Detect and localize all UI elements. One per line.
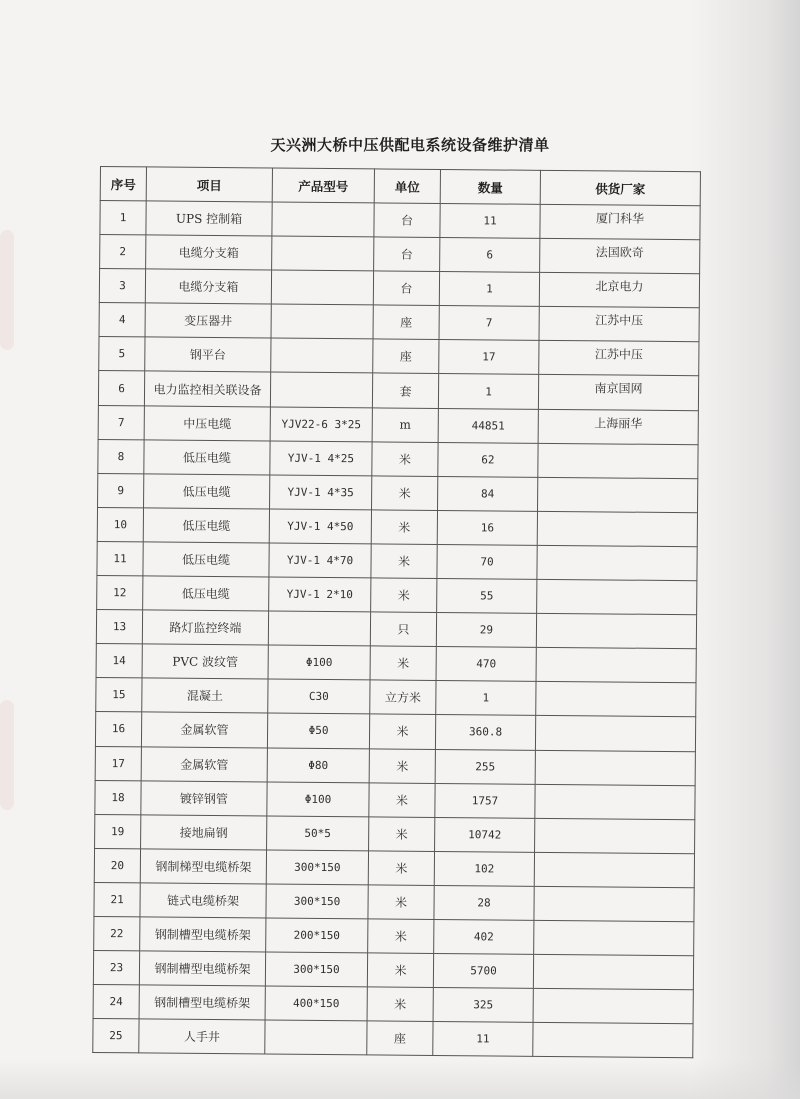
quantity-cell: 44851 (438, 408, 538, 443)
quantity-cell: 325 (433, 988, 533, 1023)
table-row (93, 1019, 693, 1058)
item-name-cell: 接地扁钢 (141, 815, 267, 850)
unit-cell: 米 (371, 510, 437, 545)
table-row (97, 576, 697, 615)
quantity-cell: 28 (434, 885, 534, 920)
row-number-cell: 20 (94, 848, 140, 882)
row-number-cell: 13 (96, 610, 142, 644)
product-model-cell: 50*5 (267, 816, 369, 851)
table-row (98, 473, 698, 512)
table-row (97, 541, 697, 580)
row-number-cell: 4 (99, 303, 145, 337)
product-model-cell (270, 372, 372, 407)
product-model-cell (271, 270, 373, 305)
unit-cell: 米 (367, 987, 433, 1022)
table-row (93, 985, 693, 1024)
item-name-cell: 链式电缆桥架 (140, 883, 266, 918)
table-row (95, 780, 695, 819)
quantity-cell: 1 (436, 681, 536, 716)
supplier-cell (536, 682, 696, 717)
item-name-cell: 中压电缆 (144, 405, 270, 440)
unit-cell: 台 (374, 203, 440, 238)
row-number-cell: 16 (95, 712, 141, 746)
unit-cell: 米 (372, 442, 438, 477)
table-row (99, 337, 699, 376)
quantity-cell: 70 (437, 544, 537, 579)
quantity-cell: 6 (440, 238, 540, 273)
table-row (98, 405, 698, 444)
product-model-cell (271, 338, 373, 373)
row-number-cell: 1 (100, 201, 146, 235)
supplier-cell (534, 886, 694, 921)
product-model-cell: YJV-1 4*50 (269, 509, 371, 544)
row-number-cell: 8 (98, 439, 144, 473)
supplier-cell (537, 579, 697, 614)
table-row (97, 507, 697, 546)
row-number-cell: 15 (96, 678, 142, 712)
product-model-cell: 300*150 (266, 884, 368, 919)
table-row (95, 814, 695, 853)
item-name-cell: PVC 波纹管 (142, 644, 268, 679)
supplier-cell (534, 920, 694, 955)
column-header-model: 产品型号 (272, 168, 374, 203)
column-header-no: 序号 (100, 167, 146, 201)
supplier-cell: 北京电力 (539, 273, 699, 308)
supplier-cell (537, 545, 697, 580)
row-number-cell: 12 (97, 576, 143, 610)
quantity-cell: 11 (433, 1022, 533, 1057)
item-name-cell: 低压电缆 (144, 440, 270, 475)
quantity-cell: 55 (437, 578, 537, 613)
row-number-cell: 7 (98, 405, 144, 439)
table-row (93, 951, 693, 990)
item-name-cell: 低压电缆 (143, 508, 269, 543)
supplier-cell: 江苏中压 (539, 307, 699, 342)
unit-cell: 座 (373, 339, 439, 374)
item-name-cell: 电缆分支箱 (145, 269, 271, 304)
table-row (100, 235, 700, 274)
supplier-cell: 南京国网 (538, 375, 698, 410)
unit-cell: 米 (369, 782, 435, 817)
item-name-cell: 钢制槽型电缆桥架 (139, 985, 265, 1020)
item-name-cell: 混凝土 (142, 678, 268, 713)
product-model-cell: C30 (268, 679, 370, 714)
product-model-cell: Φ80 (267, 747, 369, 782)
supplier-cell (538, 443, 698, 478)
item-name-cell: 钢制梯型电缆桥架 (140, 849, 266, 884)
supplier-cell (535, 750, 695, 785)
supplier-cell (534, 852, 694, 887)
unit-cell: 米 (370, 646, 436, 681)
column-header-supplier: 供货厂家 (540, 170, 700, 205)
ink-bleed-mark (0, 700, 14, 810)
row-number-cell: 17 (95, 746, 141, 780)
product-model-cell: YJV-1 2*10 (269, 577, 371, 612)
supplier-cell: 上海丽华 (538, 409, 698, 444)
product-model-cell: 300*150 (266, 850, 368, 885)
unit-cell: 米 (368, 885, 434, 920)
table-row (96, 678, 696, 717)
row-number-cell: 9 (98, 473, 144, 507)
quantity-cell: 7 (439, 306, 539, 341)
unit-cell: 座 (373, 305, 439, 340)
row-number-cell: 22 (94, 916, 140, 950)
table-body (93, 201, 700, 1059)
unit-cell: 米 (372, 476, 438, 511)
unit-cell: 米 (368, 919, 434, 954)
table-row (99, 303, 699, 342)
item-name-cell: 金属软管 (141, 746, 267, 781)
product-model-cell (272, 236, 374, 271)
unit-cell: 台 (374, 237, 440, 272)
quantity-cell: 1 (439, 272, 539, 307)
quantity-cell: 16 (437, 510, 537, 545)
product-model-cell (272, 202, 374, 237)
supplier-cell (535, 784, 695, 819)
row-number-cell: 10 (97, 507, 143, 541)
table-row (95, 712, 695, 751)
scan-shadow-bottom (0, 1059, 800, 1099)
table-row (100, 201, 700, 240)
unit-cell: 米 (371, 544, 437, 579)
quantity-cell: 360.8 (435, 715, 535, 750)
row-number-cell: 19 (95, 814, 141, 848)
supplier-cell: 江苏中压 (539, 341, 699, 376)
product-model-cell: 200*150 (266, 918, 368, 953)
quantity-cell: 10742 (435, 817, 535, 852)
document-title: 天兴洲大桥中压供配电系统设备维护清单 (270, 136, 550, 154)
table-header-row (100, 167, 700, 206)
row-number-cell: 25 (93, 1019, 139, 1053)
quantity-cell: 402 (434, 919, 534, 954)
item-name-cell: UPS 控制箱 (146, 201, 272, 236)
quantity-cell: 255 (435, 749, 535, 784)
supplier-cell: 法国欧奇 (540, 238, 700, 273)
item-name-cell: 电力监控相关联设备 (144, 371, 270, 406)
product-model-cell: Φ100 (268, 645, 370, 680)
supplier-cell (538, 477, 698, 512)
item-name-cell: 电缆分支箱 (146, 235, 272, 270)
unit-cell: m (372, 407, 438, 442)
product-model-cell: YJV-1 4*70 (269, 543, 371, 578)
quantity-cell: 470 (436, 647, 536, 682)
unit-cell: 套 (372, 373, 438, 408)
row-number-cell: 11 (97, 541, 143, 575)
supplier-cell: 厦门科华 (540, 204, 700, 239)
quantity-cell: 1 (438, 374, 538, 409)
table-row (95, 746, 695, 785)
row-number-cell: 21 (94, 882, 140, 916)
table-row (94, 916, 694, 955)
product-model-cell (271, 304, 373, 339)
table-row (98, 371, 698, 410)
product-model-cell: YJV22-6 3*25 (270, 407, 372, 442)
supplier-cell (535, 716, 695, 751)
quantity-cell: 84 (438, 476, 538, 511)
table-row (99, 269, 699, 308)
table-row (96, 610, 696, 649)
table-row (98, 439, 698, 478)
product-model-cell: Φ50 (267, 713, 369, 748)
table-row (94, 848, 694, 887)
ink-bleed-mark (0, 230, 14, 350)
row-number-cell: 24 (93, 985, 139, 1019)
unit-cell: 立方米 (370, 680, 436, 715)
unit-cell: 米 (369, 714, 435, 749)
item-name-cell: 钢制槽型电缆桥架 (139, 951, 265, 986)
column-header-item: 项目 (146, 167, 272, 202)
quantity-cell: 62 (438, 442, 538, 477)
unit-cell: 座 (367, 1021, 433, 1056)
table-row (96, 644, 696, 683)
quantity-cell: 11 (440, 203, 540, 238)
row-number-cell: 23 (93, 951, 139, 985)
unit-cell: 米 (371, 578, 437, 613)
column-header-quantity: 数量 (440, 169, 540, 204)
row-number-cell: 6 (98, 371, 144, 405)
supplier-cell (533, 954, 693, 989)
item-name-cell: 钢制槽型电缆桥架 (140, 917, 266, 952)
supplier-cell (533, 988, 693, 1023)
supplier-cell (536, 648, 696, 683)
supplier-cell (533, 1023, 693, 1058)
item-name-cell: 镀锌钢管 (141, 780, 267, 815)
quantity-cell: 1757 (435, 783, 535, 818)
equipment-table (92, 166, 701, 1059)
row-number-cell: 14 (96, 644, 142, 678)
product-model-cell: 300*150 (265, 952, 367, 987)
product-model-cell: YJV-1 4*25 (270, 441, 372, 476)
row-number-cell: 18 (95, 780, 141, 814)
item-name-cell: 人手井 (139, 1019, 265, 1054)
unit-cell: 只 (370, 612, 436, 647)
item-name-cell: 低压电缆 (143, 576, 269, 611)
unit-cell: 米 (367, 953, 433, 988)
column-header-unit: 单位 (374, 169, 440, 204)
item-name-cell: 低压电缆 (143, 542, 269, 577)
table-row (94, 882, 694, 921)
item-name-cell: 路灯监控终端 (142, 610, 268, 645)
item-name-cell: 钢平台 (145, 337, 271, 372)
item-name-cell: 金属软管 (141, 712, 267, 747)
supplier-cell (536, 613, 696, 648)
row-number-cell: 5 (99, 337, 145, 371)
unit-cell: 台 (373, 271, 439, 306)
item-name-cell: 低压电缆 (144, 474, 270, 509)
item-name-cell: 变压器井 (145, 303, 271, 338)
product-model-cell (265, 1020, 367, 1055)
quantity-cell: 29 (436, 613, 536, 648)
quantity-cell: 5700 (433, 954, 533, 989)
quantity-cell: 17 (439, 340, 539, 375)
unit-cell: 米 (368, 851, 434, 886)
row-number-cell: 3 (99, 269, 145, 303)
unit-cell: 米 (369, 748, 435, 783)
supplier-cell (535, 818, 695, 853)
product-model-cell (268, 611, 370, 646)
product-model-cell: 400*150 (265, 986, 367, 1021)
supplier-cell (537, 511, 697, 546)
product-model-cell: Φ100 (267, 782, 369, 817)
unit-cell: 米 (369, 817, 435, 852)
scan-shadow-right (690, 0, 800, 1099)
product-model-cell: YJV-1 4*35 (270, 475, 372, 510)
row-number-cell: 2 (100, 235, 146, 269)
quantity-cell: 102 (434, 851, 534, 886)
